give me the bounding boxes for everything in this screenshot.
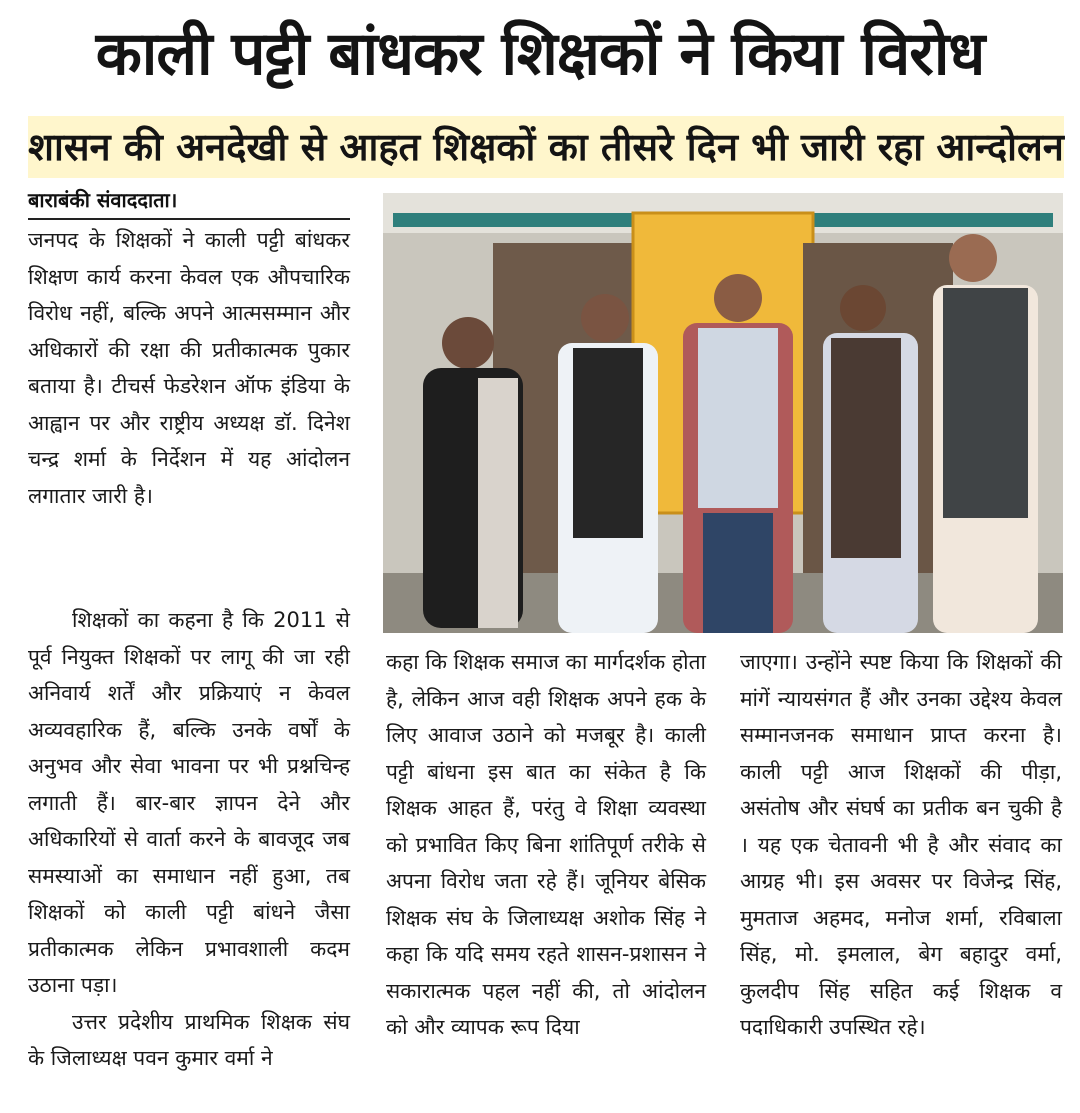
paragraph-2: शिक्षकों का कहना है कि 2011 से पूर्व नियुक्त शिक्षकों पर लागू की जा रही अनिवार्य शर्तें और प्रक्रियाएं न केवल अव्यवहारिक हैं, बल्कि उनके वर्षों के अनुभव और सेवा भावना पर भी प्रश्नचिन्ह लगाती हैं। बार-बार ज्ञापन देने और अधिकारियों से वार्ता करने के बावजूद जब समस्याओं का समाधान नहीं हुआ, तब शिक्षकों को काली पट्टी बांधने जैसा प्रतीकात्मक लेकिन प्रभावशाली कदम उठाना पड़ा।: [28, 608, 350, 997]
byline: बाराबंकी संवाददाता।: [28, 186, 350, 220]
headline: काली पट्टी बांधकर शिक्षकों ने किया विरोध: [95, 19, 985, 89]
column-2: [386, 644, 706, 1046]
paragraph-4: कहा कि शिक्षक समाज का मार्गदर्शक होता है, लेकिन आज वही शिक्षक अपने हक के लिए आवाज उठाने को मजबूर है। काली पट्टी बांधना इस बात का संकेत है कि शिक्षक आहत हैं, परंतु वे शिक्षा व्यवस्था को प्रभावित किए बिना शांतिपूर्ण तरीके से अपना विरोध जता रहे हैं। जूनियर बेसिक शिक्षक संघ के जिलाध्यक्ष अशोक सिंह ने कहा कि यदि समय रहते शासन-प्रशासन ने सकारात्मक पहल नहीं की, तो आंदोलन को और व्यापक रूप दिया: [386, 650, 706, 1039]
paragraph-3: उत्तर प्रदेशीय प्राथमिक शिक्षक संघ के जिलाध्यक्ष पवन कुमार वर्मा ने: [28, 1009, 350, 1070]
person-5: [933, 234, 1038, 633]
paragraph-5: जाएगा। उन्होंने स्पष्ट किया कि शिक्षकों की मांगें न्यायसंगत हैं और उनका उद्देश्य केवल सम्मानजनक समाधान प्राप्त करना है। काली पट्टी आज शिक्षकों की पीड़ा, असंतोष और संघर्ष का प्रतीक बन चुकी है । यह एक चेतावनी भी है और संवाद का आग्रह भी। इस अवसर पर विजेन्द्र सिंह, मुमताज अहमद, मनोज शर्मा, रविबाला सिंह, मो. इमलाल, बेग बहादुर वर्मा, कुलदीप सिंह सहित कई शिक्षक व पदाधिकारी उपस्थित रहे।: [740, 650, 1062, 1039]
paragraph-1: जनपद के शिक्षकों ने काली पट्टी बांधकर शिक्षण कार्य करना केवल एक औपचारिक विरोध नहीं, बल्कि अपने आत्मसम्मान और अधिकारों की रक्षा की प्रतीकात्मक पुकार बताया है। टीचर्स फेडरेशन ऑफ इंडिया के आह्वान पर और राष्ट्रीय अध्यक्ष डॉ. दिनेश चन्द्र शर्मा के निर्देशन में यह आंदोलन लगातार जारी है।: [28, 228, 350, 508]
column-1-bottom: [28, 602, 350, 1077]
person-4: [823, 285, 918, 633]
column-1-top: [28, 222, 350, 514]
news-photo: [383, 193, 1063, 633]
person-3: [683, 274, 793, 633]
subheadline: शासन की अनदेखी से आहत शिक्षकों का तीसरे दिन भी जारी रहा आन्दोलन: [28, 125, 1064, 169]
group-photo-illustration: [383, 193, 1063, 633]
column-3: [740, 644, 1062, 1046]
person-2: [558, 294, 658, 633]
